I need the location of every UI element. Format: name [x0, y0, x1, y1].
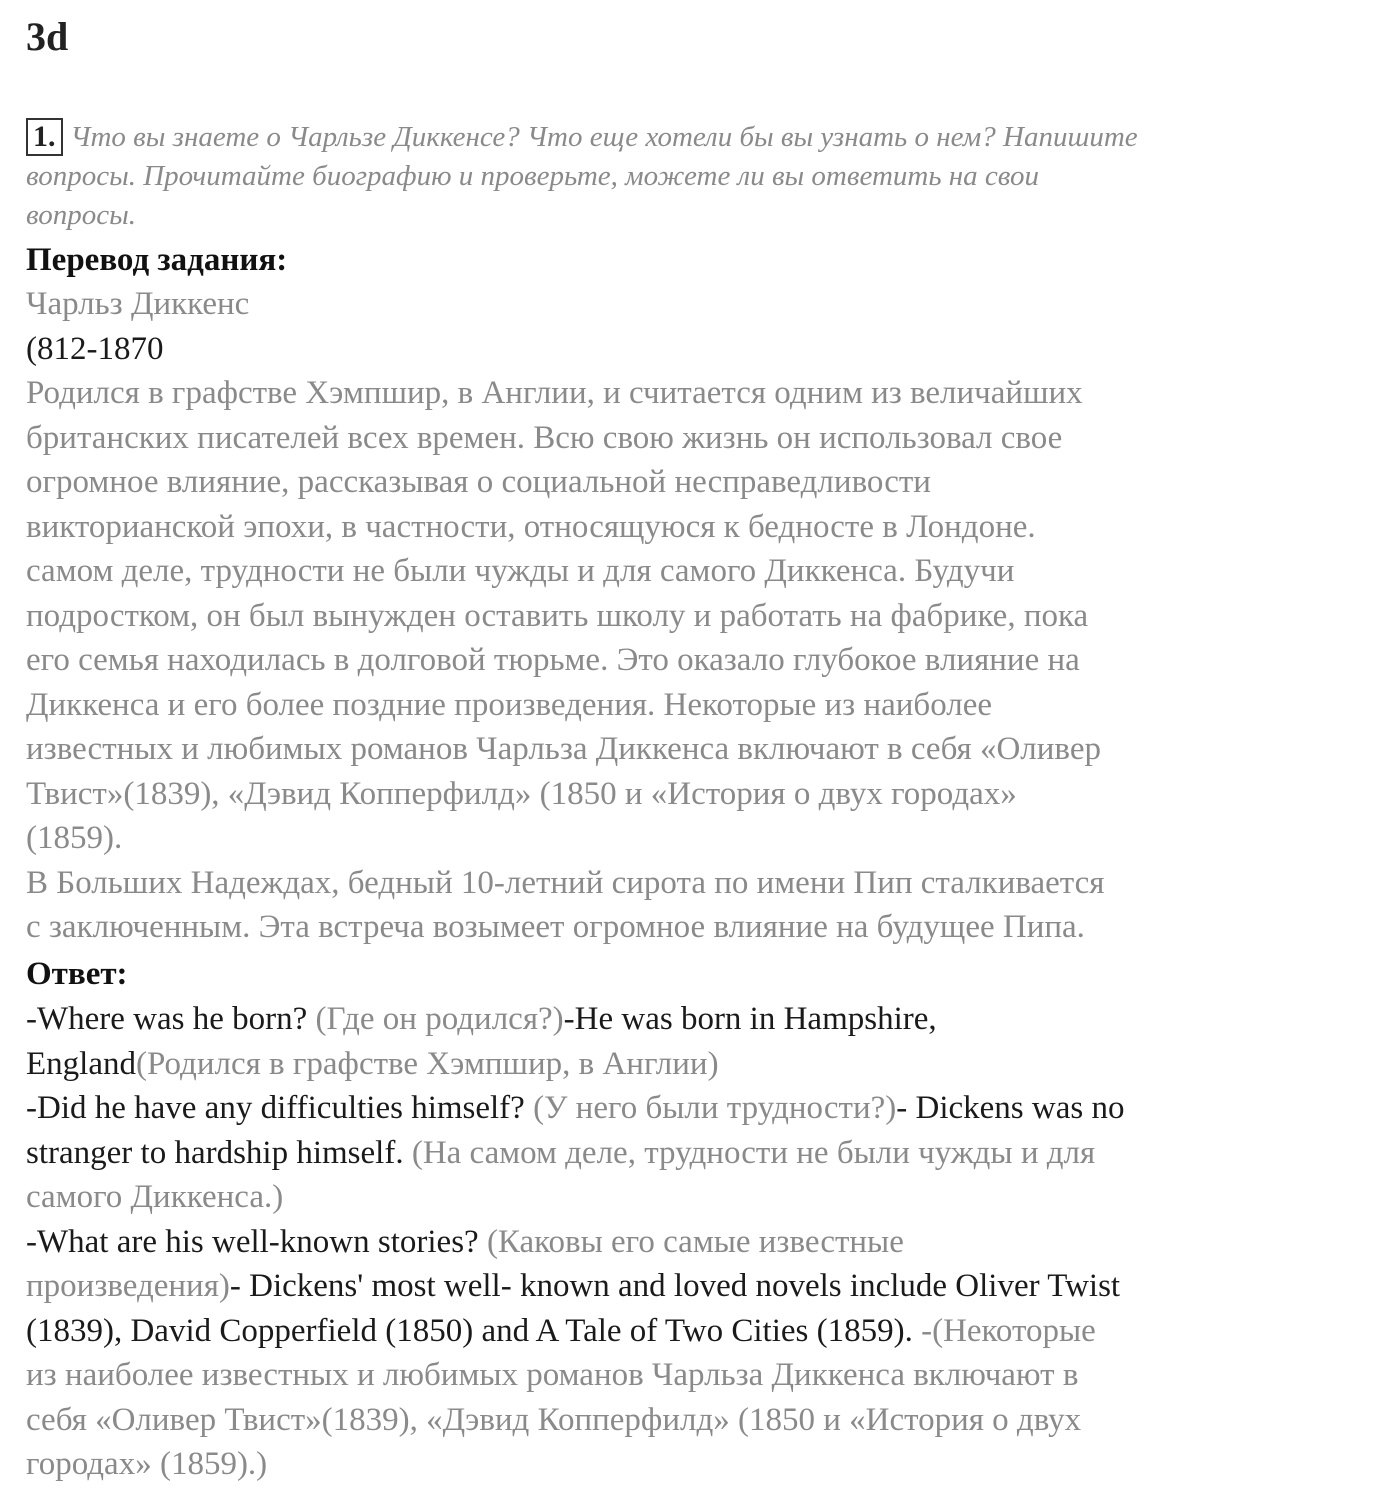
- page-heading: 3d: [26, 14, 69, 59]
- answer-translation: (Где он родился?): [315, 1001, 564, 1037]
- answer-text: -He was born in Hampshire,: [563, 1001, 937, 1037]
- biography-line: британских писателей всех времен. Всю свою жизнь он использовал свое: [26, 419, 1063, 456]
- answer-line: [26, 1131, 1356, 1176]
- biography-line: Родился в графстве Хэмпшир, в Англии, и считается одним из величайших: [26, 375, 1083, 411]
- biography-title: Чарльз Диккенс: [26, 286, 250, 322]
- biography-line: самом деле, трудности не были чужды и для самого Диккенса. Будучи: [26, 553, 1015, 589]
- answer-translation: (На самом деле, трудности не были чужды и для: [411, 1134, 1096, 1171]
- biography-line: подростком, он был вынужден оставить школу и работать на фабрике, пока: [26, 597, 1089, 634]
- answer-line: [26, 1086, 1356, 1131]
- answer-question: -Did he have any difficulties himself?: [26, 1090, 534, 1126]
- task-instructions: [26, 118, 1346, 235]
- answer-label: Ответ:: [26, 956, 128, 992]
- biography-line: Диккенса и его более поздние произведения. Некоторые из наиболее: [26, 686, 993, 723]
- answer-line: [26, 1309, 1356, 1354]
- answer-question: -What are his well-known stories?: [26, 1223, 487, 1260]
- answer-line: себя «Оливер Твист»(1839), «Дэвид Копперфилд» (1850 и «История о двух: [26, 1401, 1082, 1438]
- answer-line: из наиболее известных и любимых романов Чарльза Диккенса включают в: [26, 1357, 1079, 1393]
- answer-line: [26, 1042, 1356, 1087]
- task-number: 1.: [26, 118, 63, 156]
- task-line: Что вы знаете о Чарльзе Диккенсе? Что еще хотели бы вы узнать о нем? Напишите: [70, 121, 1138, 153]
- biography-line: (1859).: [26, 820, 123, 856]
- answer-text: (1839), David Copperfield (1850) and A Tale of Two Cities (1859).: [26, 1312, 922, 1349]
- biography-years: (812-1870: [26, 330, 164, 367]
- answer-text: - Dickens' most well- known and loved novels include Oliver Twist: [229, 1268, 1121, 1304]
- answer-line: самого Диккенса.): [26, 1179, 284, 1215]
- task-line: вопросы. Прочитайте биографию и проверьте, можете ли вы ответить на свои: [26, 160, 1040, 192]
- answer-line: [26, 997, 1356, 1042]
- biography-line: Твист»(1839), «Дэвид Копперфилд» (1850 и «История о двух городах»: [26, 775, 1017, 812]
- translation-body: [26, 282, 1356, 950]
- answer-translation: (У него были трудности?): [533, 1090, 897, 1126]
- biography-line: с заключенным. Эта встреча возымеет огромное влияние на будущее Пипа.: [26, 909, 1085, 945]
- translation-label: Перевод задания:: [26, 242, 288, 278]
- biography-line: В Больших Надеждах, бедный 10-летний сирота по имени Пип сталкивается: [26, 864, 1105, 901]
- answer-line: [26, 1264, 1356, 1309]
- answer-body: [26, 997, 1356, 1487]
- biography-line: известных и любимых романов Чарльза Диккенса включают в себя «Оливер: [26, 731, 1101, 767]
- answer-question: -Where was he born?: [26, 1001, 316, 1037]
- answer-translation: произведения): [26, 1268, 230, 1304]
- answer-line: [26, 1220, 1356, 1265]
- biography-line: огромное влияние, рассказывая о социальной несправедливости: [26, 464, 931, 500]
- answer-text: England: [26, 1045, 136, 1082]
- task-line: вопросы.: [26, 199, 136, 231]
- answer-translation: (Родился в графстве Хэмпшир, в Англии): [135, 1045, 719, 1082]
- answer-translation: (Каковы его самые известные: [486, 1223, 904, 1260]
- biography-line: его семья находилась в долговой тюрьме. Это оказало глубокое влияние на: [26, 642, 1080, 678]
- answer-text: - Dickens was no: [896, 1090, 1125, 1126]
- biography-line: викторианской эпохи, в частности, относящуюся к бедносте в Лондоне.: [26, 508, 1036, 545]
- answer-text: stranger to hardship himself.: [26, 1134, 412, 1171]
- answer-line: городах» (1859).): [26, 1446, 268, 1482]
- answer-translation: -(Некоторые: [921, 1312, 1096, 1349]
